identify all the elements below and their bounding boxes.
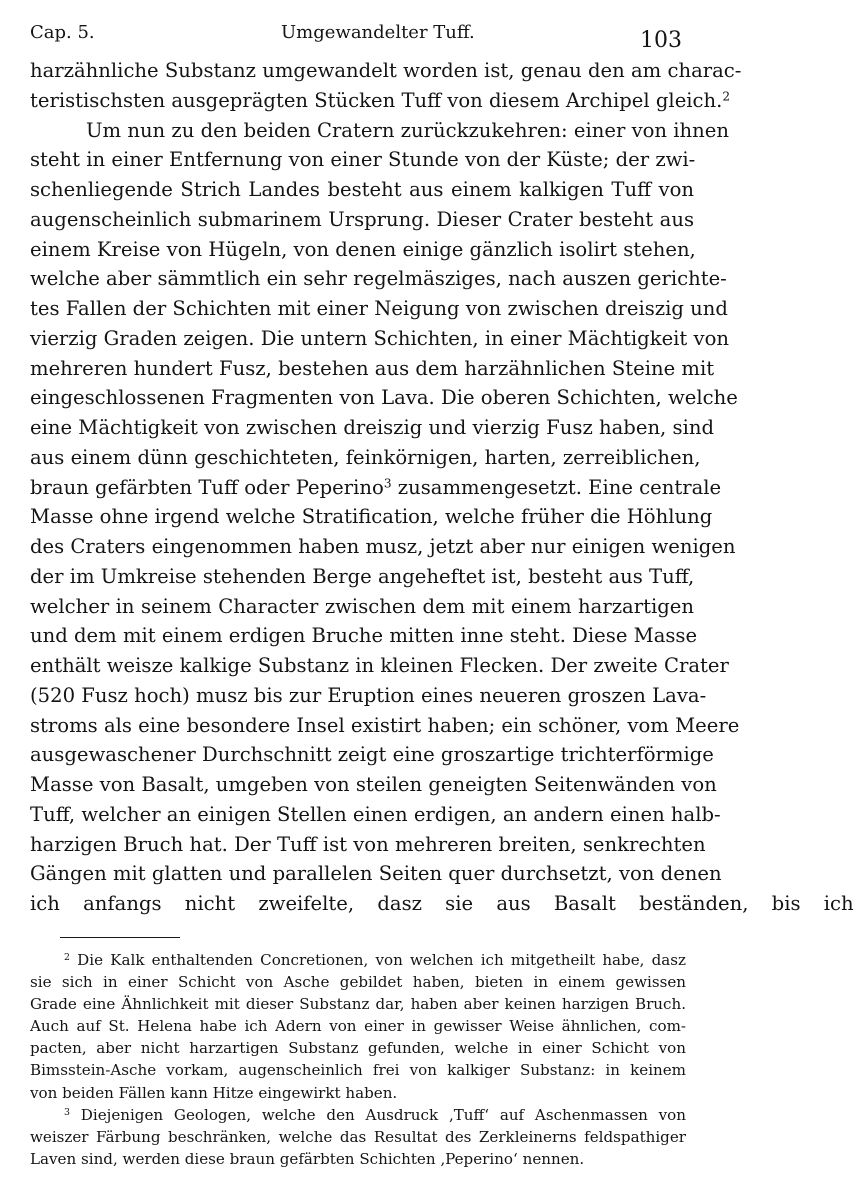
footnote-line: pacten, aber nicht harzartigen Substanz gefunden, welche in einer Schicht von: [30, 1039, 686, 1058]
text-line: augenscheinlich submarinem Ursprung. Dieser Crater besteht aus: [30, 207, 694, 231]
footnote-number: 2: [64, 951, 70, 963]
text-line: teristischsten ausgeprägten Stücken Tuff von diesem Archipel gleich.$^2$: [30, 88, 731, 112]
footnote-3: $^3$ Diejenigen Geologen, welche den Ausdruck ‚Tuff‘ auf Aschenmassen von: [64, 1105, 686, 1124]
footnote-line: Auch auf St. Helena habe ich Adern von einer in gewisser Weise ähnlichen, com-: [30, 1017, 686, 1036]
text-line: und dem mit einem erdigen Bruche mitten inne steht. Diese Masse: [30, 624, 698, 648]
footnote-line: Grade eine Ähnlichkeit mit dieser Substanz dar, haben aber keinen harzigen Bruch.: [30, 995, 686, 1014]
text-line: ausgewaschener Durchschnitt zeigt eine groszartige trichterförmige: [30, 743, 714, 767]
text-line: vierzig Graden zeigen. Die untern Schichten, in einer Mächtigkeit von: [30, 326, 730, 350]
footnote-mark: 3: [383, 475, 392, 490]
text-line: des Craters eingenommen haben musz, jetzt aber nur einigen wenigen: [30, 535, 736, 558]
chapter-label: Cap. 5.: [30, 22, 95, 43]
text-line: Tuff, welcher an einigen Stellen einen erdigen, an andern einen halb-: [30, 802, 721, 826]
footnote-mark: 2: [722, 89, 731, 104]
footnote-line: sie sich in einer Schicht von Asche gebildet haben, bieten in einem gewissen: [30, 973, 686, 992]
footnote-line: Bimsstein-Asche vorkam, augenscheinlich frei von kalkiger Substanz: in keinem: [30, 1061, 686, 1080]
text-line: aus einem dünn geschichteten, feinkörnigen, harten, zerreiblichen,: [30, 445, 701, 469]
text-line: harzigen Bruch hat. Der Tuff ist von mehreren breiten, senkrechten: [30, 832, 706, 856]
footnote-number: 3: [64, 1106, 70, 1118]
text-line: eine Mächtigkeit von zwischen dreiszig und vierzig Fusz haben, sind: [30, 416, 715, 439]
footnote-line: weiszer Färbung beschränken, welche das Resultat des Zerkleinerns feldspathiger: [30, 1127, 686, 1146]
text-line: Masse ohne irgend welche Stratification, welche früher die Höhlung: [30, 505, 713, 529]
running-head: [30, 14, 696, 53]
footnote-2: $^2$ Die Kalk enthaltenden Concretionen, von welchen ich mitgetheilt habe, dasz: [64, 951, 686, 969]
footnote-line: Laven sind, werden diese braun gefärbten Schichten ‚Peperino‘ nennen.: [30, 1149, 585, 1168]
text-line: (520 Fusz hoch) musz bis zur Eruption eines neueren groszen Lava-: [30, 683, 707, 707]
text-line: tes Fallen der Schichten mit einer Neigung von zwischen dreiszig und: [30, 297, 728, 320]
text-line: harzähnliche Substanz umgewandelt worden ist, genau den am charac-: [30, 59, 742, 82]
text-line: eingeschlossenen Fragmenten von Lava. Die oberen Schichten, welche: [30, 386, 738, 410]
text-line: braun gefärbten Tuff oder Peperino$^3$ zusammengesetzt. Eine centrale: [30, 475, 722, 499]
paragraph-start-line: Um nun zu den beiden Cratern zurückzukehren: einer von ihnen: [86, 118, 729, 142]
footnote-line: von beiden Fällen kann Hitze eingewirkt haben.: [30, 1083, 398, 1102]
footnote-separator: [60, 937, 180, 938]
running-title: Umgewandelter Tuff.: [281, 22, 475, 43]
text-line: Gängen mit glatten und parallelen Seiten quer durchsetzt, von denen: [30, 862, 722, 886]
text-line: einem Kreise von Hügeln, von denen einige gänzlich isolirt stehen,: [30, 237, 696, 261]
text-line: ich anfangs nicht zweifelte, dasz sie aus Basalt beständen, bis ich: [30, 892, 854, 915]
text-line: Masse von Basalt, umgeben von steilen geneigten Seitenwänden von: [30, 773, 717, 796]
text-line: welcher in seinem Character zwischen dem mit einem harzartigen: [30, 594, 694, 618]
text-line: mehreren hundert Fusz, bestehen aus dem harzähnlichen Steine mit: [30, 356, 715, 380]
body-text: [30, 56, 854, 919]
footnotes: [30, 949, 686, 1170]
text-line: steht in einer Entfernung von einer Stunde von der Küste; der zwi-: [30, 148, 696, 172]
page-number: 103: [640, 28, 682, 53]
text-line: welche aber sämmtlich ein sehr regelmäsziges, nach auszen gerichte-: [30, 267, 727, 291]
text-line: stroms als eine besondere Insel existirt haben; ein schöner, vom Meere: [30, 713, 740, 737]
text-line: der im Umkreise stehenden Berge angeheftet ist, besteht aus Tuff,: [30, 564, 695, 588]
text-line: enthält weisze kalkige Substanz in kleinen Flecken. Der zweite Crater: [30, 654, 729, 677]
text-line: schenliegende Strich Landes besteht aus einem kalkigen Tuff von: [30, 178, 694, 201]
